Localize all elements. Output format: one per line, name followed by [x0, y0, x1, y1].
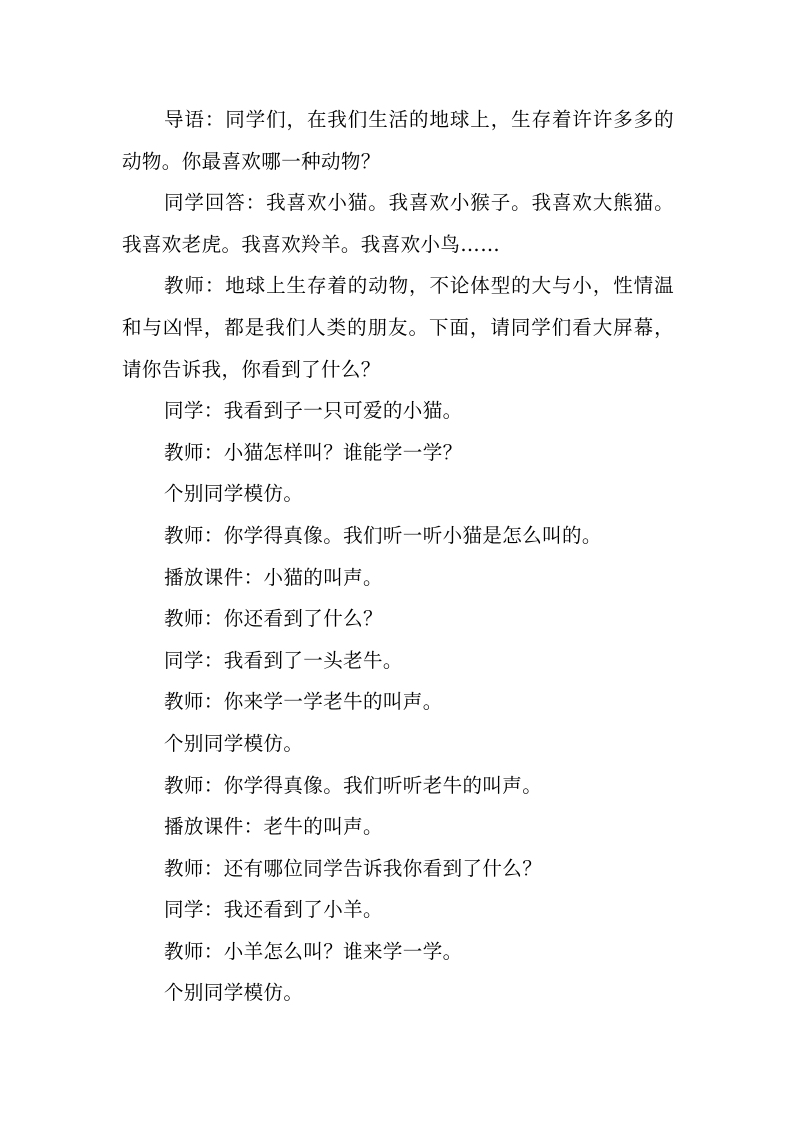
paragraph-teacher-ox-imitate: 教师：你来学一学老牛的叫声。 [164, 690, 443, 714]
paragraph-teacher-what-else: 教师：你还看到了什么？ [164, 607, 383, 631]
paragraph-teacher-cat-question: 教师：小猫怎样叫？谁能学一学？ [164, 440, 463, 464]
document-body [122, 99, 674, 1014]
paragraph-teacher-who-else: 教师：还有哪位同学告诉我你看到了什么？ [164, 856, 543, 880]
paragraph-student-cat: 同学：我看到子一只可爱的小猫。 [164, 399, 463, 423]
paragraph-student-ox: 同学：我看到了一头老牛。 [164, 648, 403, 672]
paragraph-imitate-1: 个别同学模仿。 [164, 482, 304, 506]
paragraph-teacher-ox-sound: 教师：你学得真像。我们听听老牛的叫声。 [164, 773, 543, 797]
paragraph-student-sheep: 同学：我还看到了小羊。 [164, 898, 383, 922]
paragraph-teacher-screen: 教师：地球上生存着的动物，不论体型的大与小，性情温和与凶悍，都是我们人类的朋友。下面，请同学们看大屏幕，请你告诉我，你看到了什么？ [122, 274, 674, 381]
paragraph-intro: 导语：同学们，在我们生活的地球上，生存着许许多多的动物。你最喜欢哪一种动物？ [122, 108, 674, 173]
paragraph-play-ox: 播放课件：老牛的叫声。 [164, 815, 383, 839]
paragraph-student-answers: 同学回答：我喜欢小猫。我喜欢小猴子。我喜欢大熊猫。我喜欢老虎。我喜欢羚羊。我喜欢小鸟…… [122, 191, 674, 256]
paragraph-imitate-3: 个别同学模仿。 [164, 981, 304, 1005]
paragraph-teacher-cat-sound: 教师：你学得真像。我们听一听小猫是怎么叫的。 [164, 523, 602, 547]
paragraph-imitate-2: 个别同学模仿。 [164, 731, 304, 755]
paragraph-play-cat: 播放课件：小猫的叫声。 [164, 565, 383, 589]
paragraph-teacher-sheep-question: 教师：小羊怎么叫？谁来学一学。 [164, 939, 463, 963]
